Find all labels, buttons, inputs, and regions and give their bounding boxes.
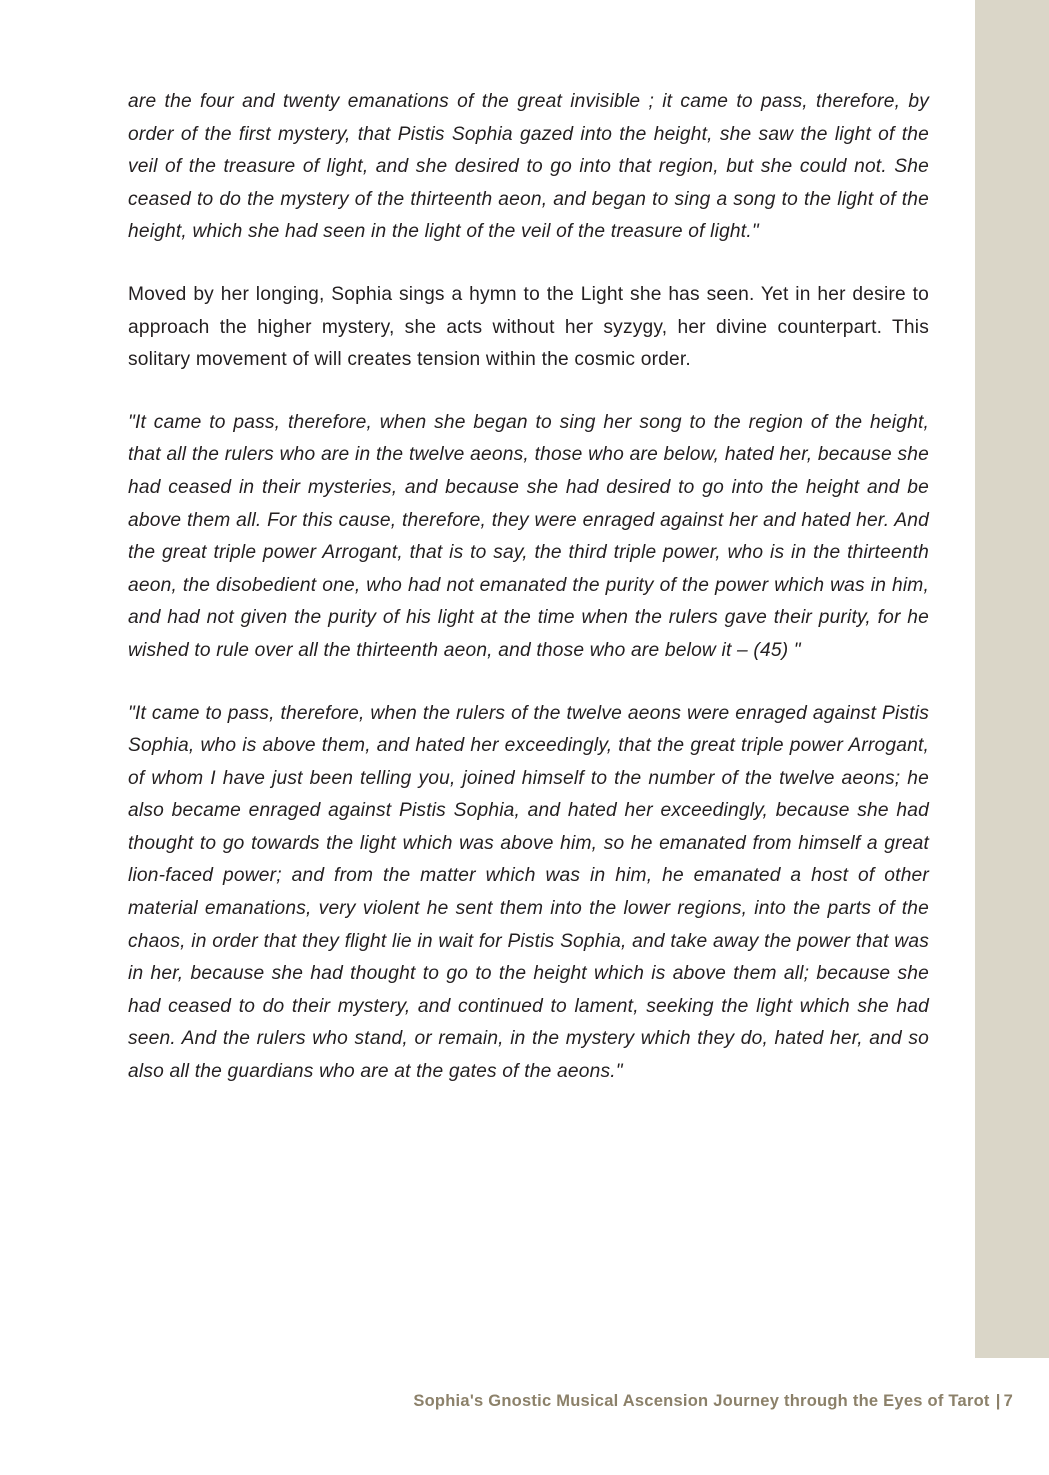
paragraph-1: are the four and twenty emanations of the great invisible ; it came to pass, therefore, by order of the first mystery, that Pistis Sophia gazed into the height, she saw the light of the veil of the treasure of light, and she desired to go into that region, but she could not. She ceased to do the mystery of the thirteenth aeon, and began to sing a song to the light of the height, which she had seen in the light of the veil of the treasure of light." xyxy=(128,91,929,243)
decorative-side-band xyxy=(975,0,1049,1358)
page-number: 7 xyxy=(1003,1392,1013,1410)
paragraph-2: Moved by her longing, Sophia sings a hymn to the Light she has seen. Yet in her desire to approach the higher mystery, she acts without her syzygy, her divine counterpart. This solitary movement of will creates tension within the cosmic order. xyxy=(128,283,929,371)
paragraph-4: "It came to pass, therefore, when the rulers of the twelve aeons were enraged against Pistis Sophia, who is above them, and hated her exceedingly, that the great triple power Arrogant, of whom I have just been telling you, joined himself to the number of the twelve aeons; he also became enraged against Pistis Sophia, and hated her exceedingly, because she had thought to go towards the light which was above him, so he emanated from himself a great lion-faced power; and from the matter which was in him, he emanated a host of other material emanations, very violent he sent them into the lower regions, into the parts of the chaos, in order that they flight lie in wait for Pistis Sophia, and take away the power that was in her, because she had thought to go to the height which is above them all; because she had ceased to do their mystery, and continued to lament, seeking the light which she had seen. And the rulers who stand, or remain, in the mystery which they do, hated her, and so also all the guardians who are at the gates of the aeons." xyxy=(128,702,929,1083)
footer-title: Sophia's Gnostic Musical Ascension Journey through the Eyes of Tarot xyxy=(413,1392,990,1410)
page-footer xyxy=(0,1392,1013,1411)
paragraph-3: "It came to pass, therefore, when she began to sing her song to the region of the height, that all the rulers who are in the twelve aeons, those who are below, hated her, because she had ceased in their mysteries, and because she had desired to go into the height and be above them all. For this cause, therefore, they were enraged against her and hated her. And the great triple power Arrogant, that is to say, the third triple power, who is in the thirteenth aeon, the disobedient one, who had not emanated the purity of the power which was in him, and had not given the purity of his light at the time when the rulers gave their purity, for he wished to rule over all the thirteenth aeon, and those who are below it – (45) " xyxy=(128,411,929,661)
page-body-text xyxy=(128,86,929,1089)
footer-separator: | xyxy=(995,1392,1001,1410)
